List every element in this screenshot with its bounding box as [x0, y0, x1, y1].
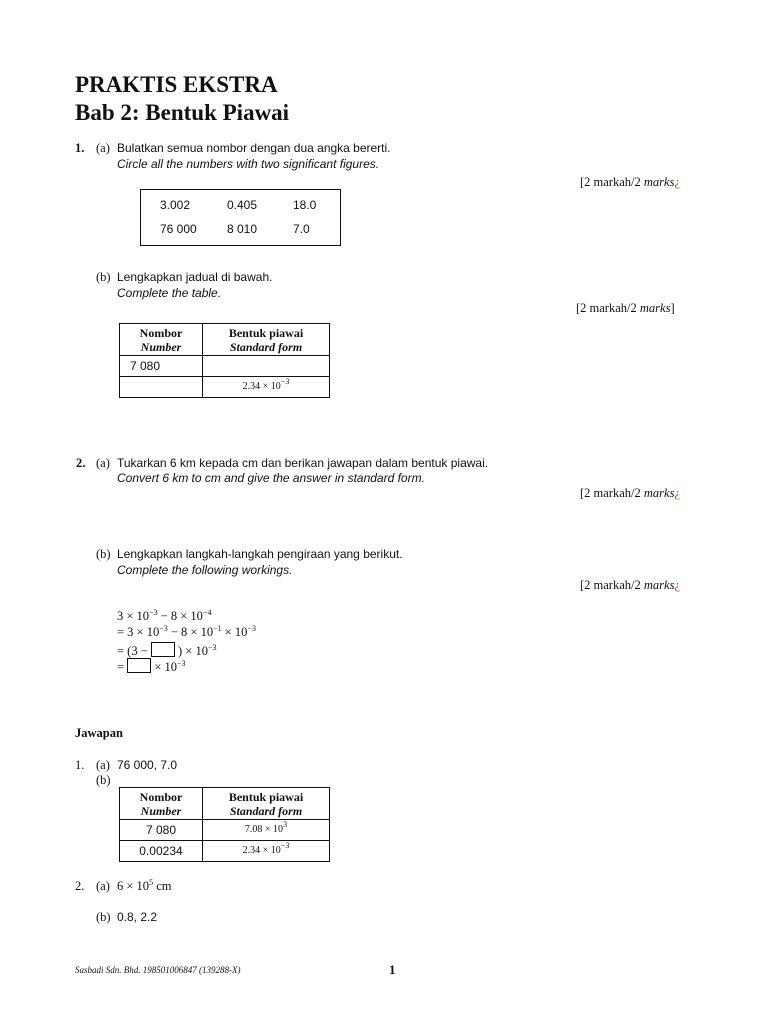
number-option[interactable]: 18.0	[293, 198, 317, 212]
page-title: PRAKTIS EKSTRA	[75, 72, 278, 97]
working-line-1: $3 \times 10^{-3} - 8 \times 10^{-4}$	[117, 608, 212, 623]
answers-heading: Jawapan	[75, 726, 123, 740]
answer-box[interactable]	[127, 658, 151, 673]
q2a-label: (a)	[96, 456, 110, 470]
q2b-text-en: Complete the following workings.	[117, 563, 293, 577]
ans1-number: 1.	[75, 758, 85, 772]
number-option[interactable]: 8 010	[227, 222, 258, 236]
working-line-3: = (3 − ) × $10^{-3}$	[117, 643, 217, 658]
ans1a-value: 76 000, 7.0	[117, 758, 178, 772]
col-header-number: Nombor Number	[120, 788, 203, 820]
ans2a-value: $6 \times 10^5$ cm	[117, 878, 172, 893]
ans2a-label: (a)	[96, 879, 110, 893]
q1b-label: (b)	[96, 270, 111, 284]
q2b-text-ms: Lengkapkan langkah-langkah pengiraan yang berikut.	[117, 547, 403, 561]
table-cell: 7 080	[120, 356, 203, 377]
q1b-text-en: Complete the table.	[117, 286, 222, 300]
number-option[interactable]: 3.002	[160, 198, 191, 212]
q1b-text-ms: Lengkapkan jadual di bawah.	[117, 270, 273, 284]
table-cell: 0.00234	[120, 841, 203, 862]
page-number: 1	[389, 962, 396, 977]
working-line-4: = × $10^{-3}$	[117, 659, 186, 674]
ans2b-label: (b)	[96, 910, 111, 924]
answer-table	[119, 787, 330, 862]
q1a-text-ms: Bulatkan semua nombor dengan dua angka bererti.	[117, 141, 391, 155]
ans1b-label: (b)	[96, 773, 111, 787]
q1a-label: (a)	[96, 141, 110, 155]
q2b-marks: [2 markah/2 marks¿	[580, 578, 680, 592]
number-option[interactable]: 76 000	[160, 222, 197, 236]
ans1a-label: (a)	[96, 758, 110, 772]
table-cell: $2.34 \times 10^{-3}$	[203, 377, 330, 398]
table-cell: $2.34 \times 10^{-3}$	[203, 841, 330, 862]
q2a-marks: [2 markah/2 marks¿	[580, 486, 680, 500]
q1b-marks: [2 markah/2 marks]	[576, 301, 675, 315]
col-header-number: Nombor Number	[120, 324, 203, 356]
col-header-standard-form: Bentuk piawai Standard form	[203, 324, 330, 356]
q1-number: 1.	[75, 141, 85, 155]
number-option[interactable]: 7.0	[293, 222, 310, 236]
footer-publisher: Sasbadi Sdn. Bhd. 198501006847 (139288-X)	[75, 965, 241, 975]
working-line-2: = $3 \times 10^{-3} - 8 \times 10^{-1} \times 10^{-3}$	[117, 624, 256, 639]
col-header-standard-form: Bentuk piawai Standard form	[203, 788, 330, 820]
table-cell: $7.08 \times 10^3$	[203, 820, 330, 841]
number-option[interactable]: 0.405	[227, 198, 258, 212]
q2-number: 2.	[76, 456, 86, 470]
q1b-table	[119, 323, 330, 398]
answer-box[interactable]	[151, 642, 175, 657]
ans2-number: 2.	[75, 879, 85, 893]
q2a-text-en: Convert 6 km to cm and give the answer in standard form.	[117, 471, 425, 485]
q2a-text-ms: Tukarkan 6 km kepada cm dan berikan jawapan dalam bentuk piawai.	[117, 456, 489, 470]
q2b-label: (b)	[96, 547, 111, 561]
page-subtitle: Bab 2: Bentuk Piawai	[75, 100, 290, 125]
q1a-marks: [2 markah/2 marks¿	[580, 175, 680, 189]
ans2b-value: 0.8, 2.2	[117, 910, 158, 924]
answer-cell[interactable]	[203, 356, 330, 377]
q1a-text-en: Circle all the numbers with two significant figures.	[117, 157, 380, 171]
table-cell: 7 080	[120, 820, 203, 841]
answer-cell[interactable]	[120, 377, 203, 398]
